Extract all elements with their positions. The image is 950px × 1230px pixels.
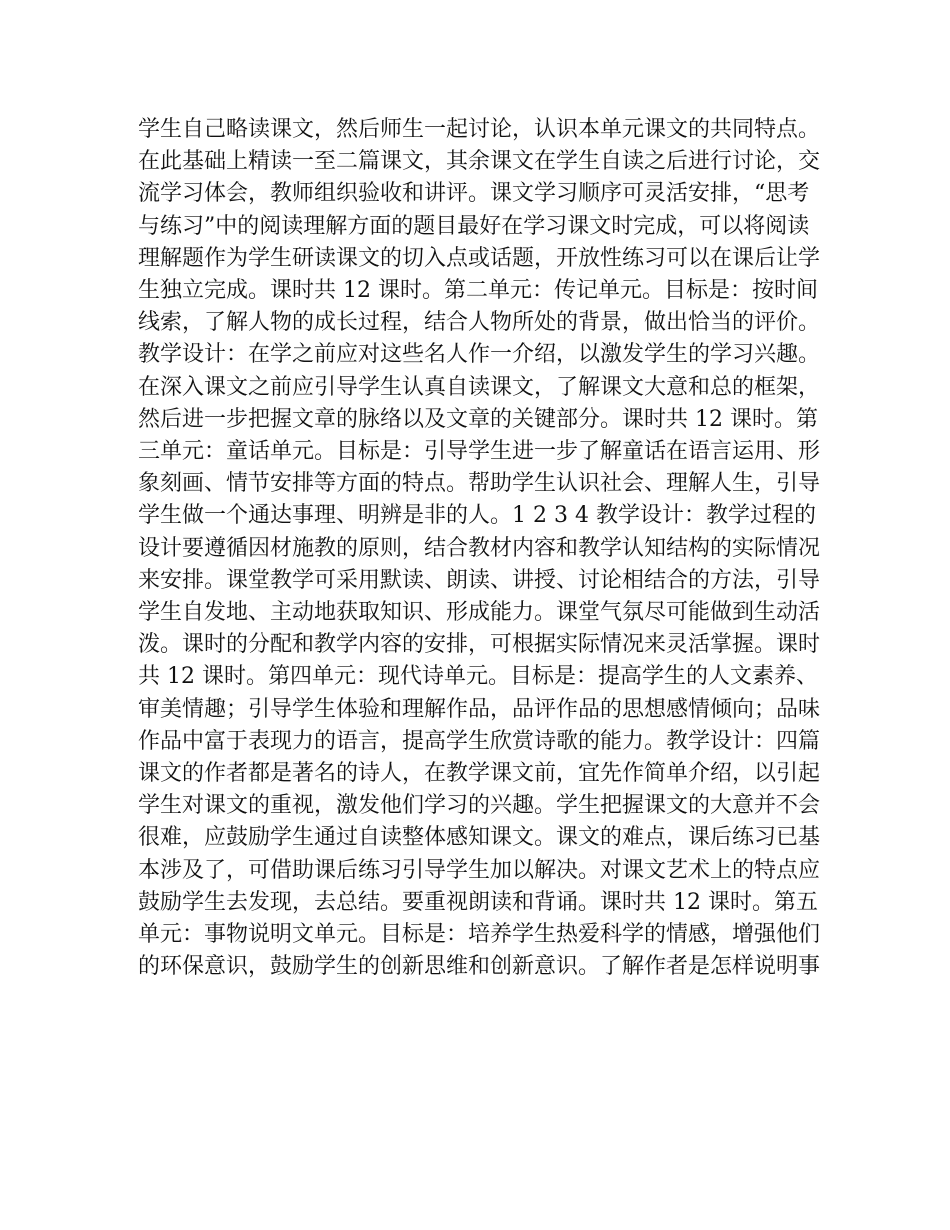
text-line: 设计要遵循因材施教的原则，结合教材内容和教学认知结构的实际情况 — [138, 535, 821, 561]
text-line: 在此基础上精读一至二篇课文，其余课文在学生自读之后进行讨论，交 — [138, 149, 821, 175]
text-line: 学生自己略读课文，然后师生一起讨论，认识本单元课文的共同特点。 — [138, 117, 821, 142]
text-line: 教学设计：在学之前应对这些名人作一介绍，以激发学生的学习兴趣。 — [138, 342, 821, 368]
text-line: 鼓励学生去发现，去总结。要重视朗读和背诵。课时共 12 课时。第五 — [138, 889, 818, 915]
text-line: 的环保意识，鼓励学生的创新思维和创新意识。了解作者是怎样说明事 — [138, 954, 821, 980]
text-line: 单元：事物说明文单元。目标是：培养学生热爱科学的情感，增强他们 — [138, 922, 821, 948]
text-line: 然后进一步把握文章的脉络以及文章的关键部分。课时共 12 课时。第 — [138, 406, 818, 432]
text-line: 课文的作者都是著名的诗人，在教学课文前，宜先作简单介绍，以引起 — [138, 761, 821, 787]
text-line: 理解题作为学生研读课文的切入点或话题，开放性练习可以在课后让学 — [138, 245, 821, 271]
text-line: 在深入课文之前应引导学生认真自读课文，了解课文大意和总的框架， — [138, 374, 821, 400]
text-line: 生独立完成。课时共 12 课时。第二单元：传记单元。目标是：按时间 — [138, 278, 818, 304]
text-line: 学生做一个通达事理、明辨是非的人。1 2 3 4 教学设计：教学过程的 — [138, 503, 816, 529]
text-line: 象刻画、情节安排等方面的特点。帮助学生认识社会、理解人生，引导 — [138, 471, 821, 497]
text-line: 作品中富于表现力的语言，提高学生欣赏诗歌的能力。教学设计：四篇 — [138, 728, 821, 754]
text-line: 来安排。课堂教学可采用默读、朗读、讲授、讨论相结合的方法，引导 — [138, 567, 821, 593]
body-text — [138, 114, 828, 983]
text-line: 本涉及了，可借助课后练习引导学生加以解决。对课文艺术上的特点应 — [138, 857, 821, 883]
text-line: 线索，了解人物的成长过程，结合人物所处的背景，做出恰当的评价。 — [138, 310, 821, 336]
text-line: 流学习体会，教师组织验收和讲评。课文学习顺序可灵活安排，“思考 — [138, 181, 810, 207]
text-line: 审美情趣；引导学生体验和理解作品，品评作品的思想感情倾向；品味 — [138, 696, 821, 722]
text-line: 与练习”中的阅读理解方面的题目最好在学习课文时完成，可以将阅读 — [138, 213, 810, 239]
text-line: 共 12 课时。第四单元：现代诗单元。目标是：提高学生的人文素养、 — [138, 664, 818, 690]
text-line: 泼。课时的分配和教学内容的安排，可根据实际情况来灵活掌握。课时 — [138, 632, 821, 658]
text-line: 学生对课文的重视，激发他们学习的兴趣。学生把握课文的大意并不会 — [138, 793, 821, 819]
text-line: 三单元：童话单元。目标是：引导学生进一步了解童话在语言运用、形 — [138, 439, 821, 465]
text-line: 很难，应鼓励学生通过自读整体感知课文。课文的难点，课后练习已基 — [138, 825, 821, 851]
text-line: 学生自发地、主动地获取知识、形成能力。课堂气氛尽可能做到生动活 — [138, 600, 821, 626]
